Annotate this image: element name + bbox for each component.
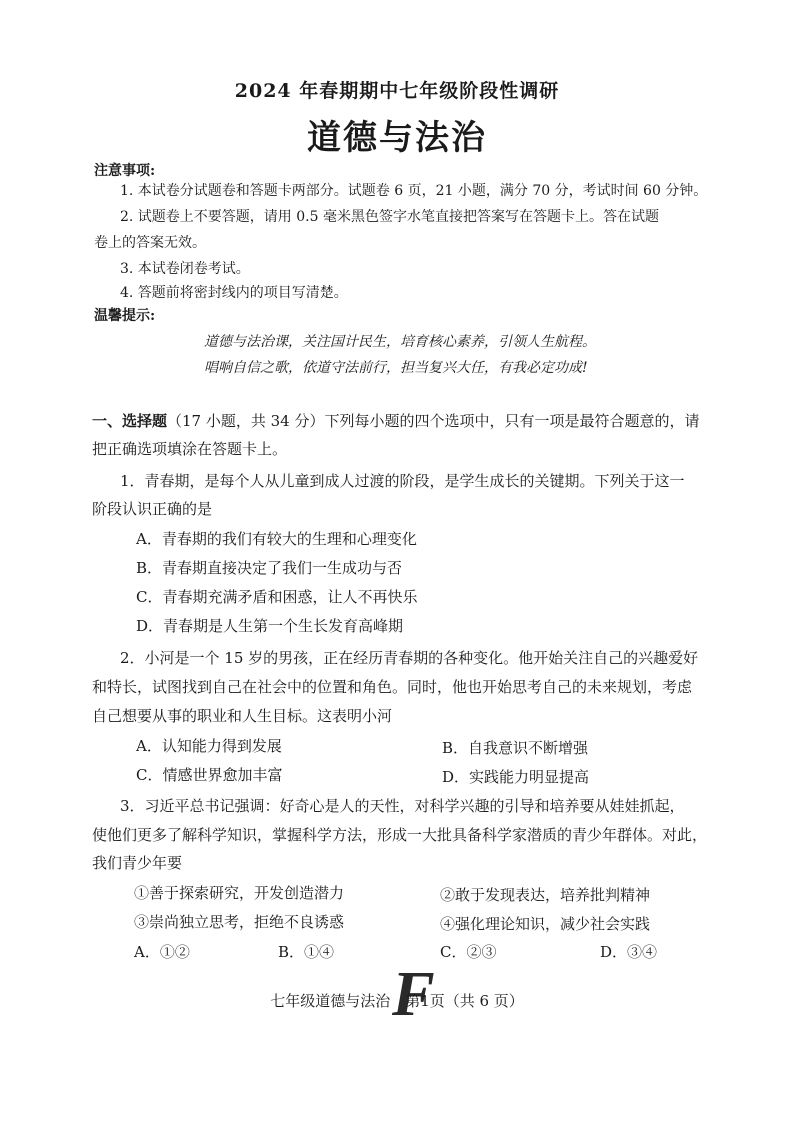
q1-option-c: C．青春期充满矛盾和困惑，让人不再快乐 [136, 588, 418, 606]
q2-stem-2: 和特长，试图找到自己在社会中的位置和角色。同时，他也开始思考自己的未来规划，考虑 [92, 678, 693, 696]
q2-option-d: D．实践能力明显提高 [442, 768, 590, 786]
watermark-letter: F [392, 958, 435, 1029]
q3-option-d: D．③④ [600, 943, 658, 961]
q1-stem-1: 1．青春期，是每个人从儿童到成人过渡的阶段，是学生成长的关键期。下列关于这一 [120, 472, 685, 490]
page-footer: 七年级道德与法治 第1页（共 6 页） [270, 992, 524, 1010]
q3-item-3: ③崇尚独立思考，拒绝不良诱惑 [134, 913, 345, 931]
notice-line-4: 3. 本试卷闭卷考试。 [120, 261, 250, 277]
section-intro [92, 410, 700, 431]
q3-stem-2: 使他们更多了解科学知识，掌握科学方法，形成一大批具备科学家潜质的青少年群体。对此， [92, 826, 708, 844]
q1-option-a: A．青春期的我们有较大的生理和心理变化 [136, 530, 417, 548]
section-intro-line-2: 把正确选项填涂在答题卡上。 [92, 440, 288, 458]
q1-stem-2: 阶段认识正确的是 [92, 500, 213, 518]
notice-line-1: 1. 本试卷分试题卷和答题卡两部分。试题卷 6 页，21 小题，满分 70 分，考试时间 60 分钟。 [120, 183, 708, 199]
notice-line-5: 4. 答题前将密封线内的项目写清楚。 [120, 285, 348, 301]
section-intro-text: （17 小题，共 34 分）下列每小题的四个选项中，只有一项是最符合题意的，请 [167, 412, 700, 430]
q2-option-a: A．认知能力得到发展 [136, 737, 282, 755]
q2-option-c: C．情感世界愈加丰富 [136, 766, 283, 784]
exam-subtitle: 2024 年春期期中七年级阶段性调研 [234, 80, 560, 102]
q3-option-a: A．①② [134, 943, 190, 961]
section-heading: 一、选择题 [92, 412, 168, 430]
q3-stem-1: 3．习近平总书记强调：好奇心是人的天性，对科学兴趣的引导和培养要从娃娃抓起， [120, 797, 685, 815]
q2-stem-3: 自己想要从事的职业和人生目标。这表明小河 [92, 707, 393, 725]
q3-option-c: C．②③ [440, 943, 497, 961]
q3-item-1: ①善于探索研究，开发创造潜力 [134, 884, 345, 902]
notice-line-3: 卷上的答案无效。 [94, 235, 206, 251]
q1-option-b: B．青春期直接决定了我们一生成功与否 [136, 559, 403, 577]
q3-item-4: ④强化理论知识，减少社会实践 [440, 915, 651, 933]
tip-line-2: 唱响自信之歌，依道守法前行，担当复兴大任，有我必定功成! [204, 360, 588, 376]
notice-heading: 注意事项: [94, 163, 156, 179]
tips-heading: 温馨提示: [94, 308, 156, 324]
exam-title: 道德与法治 [307, 118, 487, 158]
tip-line-1: 道德与法治课，关注国计民生，培育核心素养，引领人生航程。 [204, 334, 596, 350]
q3-item-2: ②敢于发现表达，培养批判精神 [440, 886, 651, 904]
notice-line-2: 2. 试题卷上不要答题，请用 0.5 毫米黑色签字水笔直接把答案写在答题卡上。答在试题 [120, 209, 659, 225]
q3-option-b: B．①④ [278, 943, 335, 961]
q2-option-b: B．自我意识不断增强 [442, 739, 589, 757]
q1-option-d: D．青春期是人生第一个生长发育高峰期 [136, 617, 404, 635]
q3-stem-3: 我们青少年要 [92, 854, 183, 872]
q2-stem-1: 2．小河是一个 15 岁的男孩，正在经历青春期的各种变化。他开始关注自己的兴趣爱好 [120, 649, 699, 667]
